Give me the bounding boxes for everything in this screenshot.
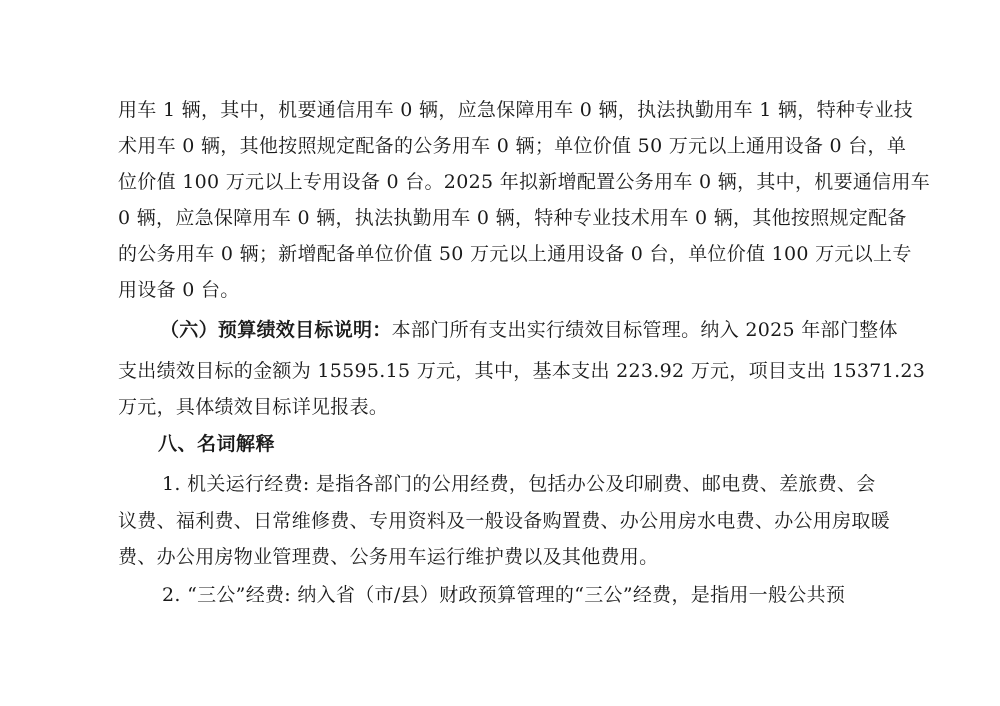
paragraph-line: 支出绩效目标的金额为 15595.15 万元，其中，基本支出 223.92 万元，项目支出 15371.23 — [118, 360, 926, 382]
section-heading: 八、名词解释 — [158, 433, 276, 455]
performance-label: （六）预算绩效目标说明： — [160, 319, 392, 341]
paragraph-line: 费、办公用房物业管理费、公务用车运行维护费以及其他费用。 — [118, 546, 659, 568]
paragraph-line: 用车 1 辆，其中，机要通信用车 0 辆，应急保障用车 0 辆，执法执勤用车 1 辆，特种专业技 — [118, 99, 914, 121]
paragraph-line: 术用车 0 辆，其他按照规定配备的公务用车 0 辆；单位价值 50 万元以上通用设备 0 台，单 — [118, 135, 907, 157]
definition-item-2: 2. “三公”经费: 纳入省（市/县）财政预算管理的“三公”经费，是指用一般公共预 — [162, 584, 846, 606]
paragraph-line: 万元，具体绩效目标详见报表。 — [118, 396, 389, 418]
paragraph-line: 位价值 100 万元以上专用设备 0 台。2025 年拟新增配置公务用车 0 辆，其中，机要通信用车 — [118, 171, 931, 193]
performance-text: 本部门所有支出实行绩效目标管理。纳入 2025 年部门整体 — [391, 319, 898, 341]
paragraph-line: 的公务用车 0 辆；新增配备单位价值 50 万元以上通用设备 0 台，单位价值 100 万元以上专 — [118, 243, 912, 265]
performance-paragraph-first-line — [160, 318, 898, 342]
definition-item-1: 1. 机关运行经费: 是指各部门的公用经费，包括办公及印刷费、邮电费、差旅费、会 — [162, 473, 876, 495]
paragraph-line: 议费、福利费、日常维修费、专用资料及一般设备购置费、办公用房水电费、办公用房取暖 — [118, 510, 891, 532]
paragraph-line: 用设备 0 台。 — [118, 279, 240, 301]
paragraph-line: 0 辆，应急保障用车 0 辆，执法执勤用车 0 辆，特种专业技术用车 0 辆，其他按照规定配备 — [118, 207, 907, 229]
